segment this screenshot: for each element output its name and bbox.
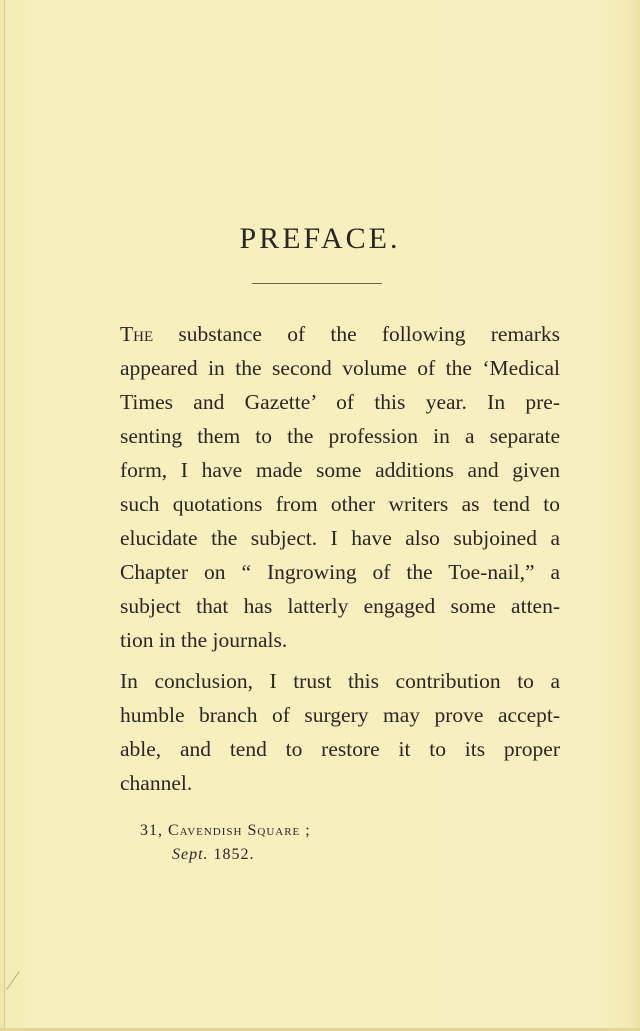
heading-rule xyxy=(252,283,382,284)
paragraph-1-line: subject that has latterly engaged some atten- xyxy=(120,594,560,618)
signature-address: 31, Cavendish Square ; xyxy=(140,822,311,839)
paragraph-2-line: humble branch of surgery may prove accept- xyxy=(120,703,560,727)
paragraph-1-line: elucidate the subject. I have also subjoined a xyxy=(120,526,560,550)
preface-heading: PREFACE. xyxy=(239,222,401,255)
signature-date-year: 1852. xyxy=(213,846,255,863)
paragraph-1-line: such quotations from other writers as tend to xyxy=(120,492,560,516)
signature-date-month: Sept. xyxy=(172,846,209,863)
paragraph-1-line: tion in the journals. xyxy=(120,628,288,652)
paragraph-2 xyxy=(120,664,560,800)
pencil-mark xyxy=(6,971,19,990)
paragraph-2-line: able, and tend to restore it to its proper xyxy=(120,737,560,761)
paragraph-1-line xyxy=(120,317,560,351)
paragraph-1-line-text: substance of the following remarks xyxy=(178,322,560,346)
paragraph-1-line: senting them to the profession in a separate xyxy=(120,424,560,448)
paragraph-1-line: appeared in the second volume of the ‘Medical xyxy=(120,356,560,380)
paragraph-1-line: form, I have made some additions and given xyxy=(120,458,560,482)
paragraph-1 xyxy=(120,317,560,657)
paragraph-2-line: In conclusion, I trust this contribution to a xyxy=(120,669,560,693)
page-left-edge xyxy=(4,0,5,1031)
paragraph-lead-word: The xyxy=(120,322,154,346)
paragraph-2-line: channel. xyxy=(120,771,193,795)
signature-date xyxy=(172,846,255,864)
paragraph-1-line: Times and Gazette’ of this year. In pre- xyxy=(120,390,560,414)
paragraph-1-line: Chapter on “ Ingrowing of the Toe-nail,” a xyxy=(120,560,560,584)
